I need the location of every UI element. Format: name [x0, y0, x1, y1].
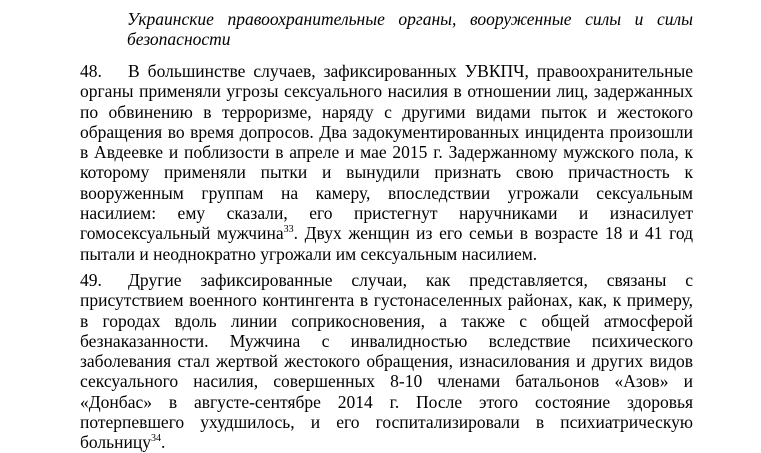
footnote-ref-34[interactable]: 34 — [150, 433, 161, 445]
paragraph-49 — [80, 270, 693, 453]
paragraph-text: В большинстве случаев, зафиксированных УВКПЧ, правоохранительные органы применяли угрозы сексуального насилия в отношении лиц, задержанных по обвинению в терроризме, наряду с другими видами пыток и жестокого обращения во время допросов. Два задокументированных инцидента произошли в Авдеевке и поблизости в апреле и мае 2015 г. Задержанному мужского пола, к которому применяли пытки и вынудили признать свою причастность к вооруженным группам на камеру, впоследствии угрожали сексуальным насилием: ему сказали, его пристегнут наручниками и изнасилует гомосексуальный мужчина — [80, 61, 693, 244]
paragraph-number: 48. — [80, 61, 102, 81]
paragraph-text: Другие зафиксированные случаи, как представляется, связаны с присутствием военного контингента в густонаселенных районах, как, к примеру, в городах вдоль линии соприкосновения, а также с общей атмосферой безнаказанности. Мужчина с инвалидностью вследствие психического заболевания стал жертвой жестокого обращения, изнасилования и других видов сексуального насилия, совершенных 8-10 членами батальонов «Азов» и «Донбас» в августе-сентябре 2014 г. После этого состояние здоровья потерпевшего ухудшилось, и его госпитализировали в психиатрическую больницу — [80, 270, 693, 453]
paragraph-48 — [80, 61, 693, 264]
section-heading: Украинские правоохранительные органы, вооруженные силы и силы безопасности — [127, 9, 693, 49]
paragraph-number: 49. — [80, 270, 102, 290]
paragraph-text-continued: . — [160, 432, 166, 453]
footnote-ref-33[interactable]: 33 — [283, 224, 294, 236]
paragraph-text-continued: . Двух женщин из его семьи в возрасте 18 и 41 год пытали и неоднократно угрожали им сексуальным насилием. — [80, 223, 693, 264]
